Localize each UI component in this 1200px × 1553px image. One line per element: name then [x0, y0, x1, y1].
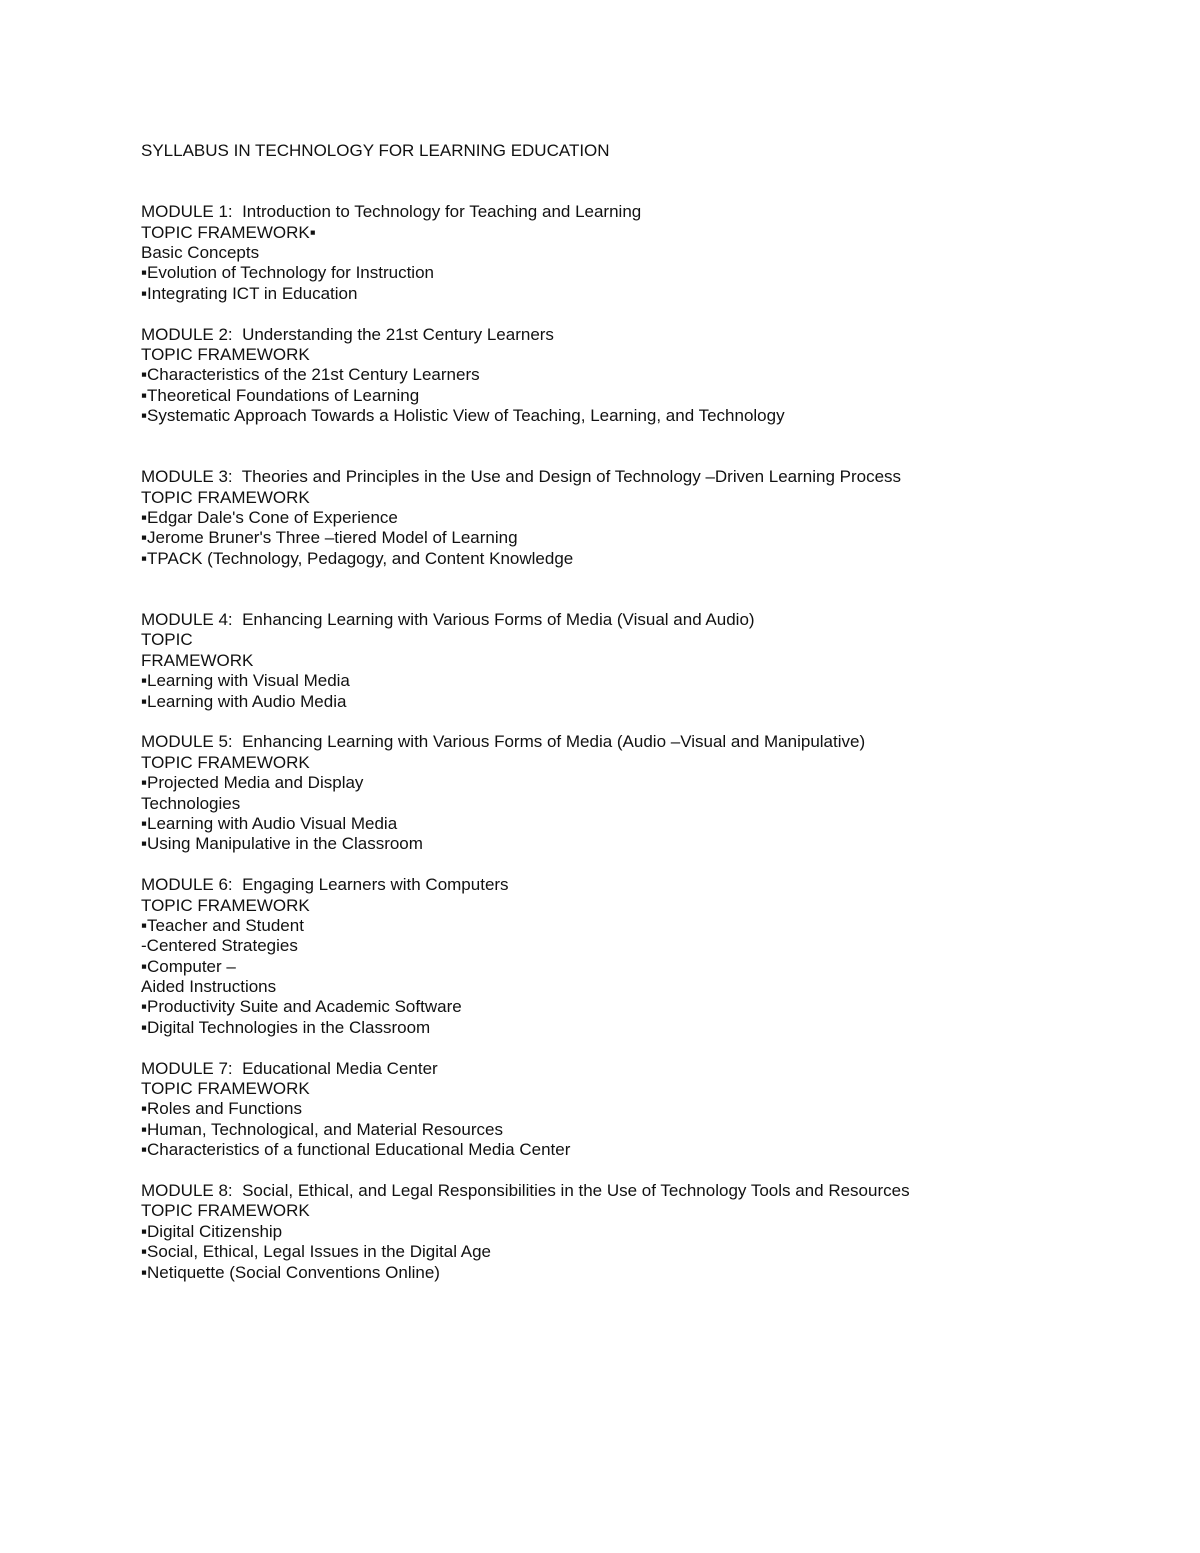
module-4 — [141, 610, 1141, 712]
module-line: ▪Using Manipulative in the Classroom — [141, 834, 423, 854]
module-line: ▪Systematic Approach Towards a Holistic View of Teaching, Learning, and Technology — [141, 406, 785, 426]
module-line: TOPIC FRAMEWORK — [141, 895, 310, 915]
module-line: ▪Learning with Audio Media — [141, 691, 347, 711]
module-line: TOPIC FRAMEWORK — [141, 487, 310, 507]
module-line: TOPIC — [141, 630, 193, 650]
document-title: SYLLABUS IN TECHNOLOGY FOR LEARNING EDUCATION — [141, 141, 610, 160]
module-line: ▪Digital Citizenship — [141, 1221, 283, 1241]
module-line: ▪Jerome Bruner's Three –tiered Model of Learning — [141, 528, 518, 548]
module-line: TOPIC FRAMEWORK▪ — [141, 222, 316, 242]
module-line: ▪Projected Media and Display — [141, 773, 364, 793]
module-heading: MODULE 1: Introduction to Technology for Teaching and Learning — [141, 202, 642, 222]
module-line: Basic Concepts — [141, 242, 260, 262]
module-heading: MODULE 5: Enhancing Learning with Various Forms of Media (Audio –Visual and Manipulative) — [141, 732, 866, 752]
module-5 — [141, 732, 1141, 854]
module-heading: MODULE 6: Engaging Learners with Computers — [141, 875, 509, 895]
module-line: ▪Teacher and Student — [141, 915, 304, 935]
module-3 — [141, 467, 1141, 569]
module-line: ▪Digital Technologies in the Classroom — [141, 1017, 431, 1037]
module-7 — [141, 1059, 1141, 1161]
module-line: TOPIC FRAMEWORK — [141, 752, 310, 772]
module-heading: MODULE 3: Theories and Principles in the Use and Design of Technology –Driven Learning Process — [141, 467, 902, 487]
module-line: -Centered Strategies — [141, 936, 298, 956]
module-line: TOPIC FRAMEWORK — [141, 1079, 310, 1099]
module-line: ▪Social, Ethical, Legal Issues in the Digital Age — [141, 1242, 492, 1262]
module-line: ▪Edgar Dale's Cone of Experience — [141, 508, 398, 528]
module-line: ▪Learning with Audio Visual Media — [141, 813, 398, 833]
module-line: TOPIC FRAMEWORK — [141, 1201, 310, 1221]
module-line: ▪Characteristics of a functional Educational Media Center — [141, 1140, 571, 1160]
module-heading: MODULE 4: Enhancing Learning with Various Forms of Media (Visual and Audio) — [141, 610, 755, 630]
module-line: ▪Evolution of Technology for Instruction — [141, 263, 434, 283]
module-heading: MODULE 2: Understanding the 21st Century Learners — [141, 324, 554, 344]
document-body — [141, 141, 1141, 1303]
module-line: TOPIC FRAMEWORK — [141, 344, 310, 364]
module-line: Aided Instructions — [141, 977, 277, 997]
module-line: FRAMEWORK — [141, 650, 254, 670]
module-heading: MODULE 7: Educational Media Center — [141, 1058, 438, 1078]
module-2 — [141, 325, 1141, 427]
module-heading: MODULE 8: Social, Ethical, and Legal Responsibilities in the Use of Technology Tools and Resources — [141, 1180, 910, 1200]
module-line: ▪Human, Technological, and Material Resources — [141, 1119, 503, 1139]
module-line: ▪Computer – — [141, 956, 236, 976]
module-line: ▪Productivity Suite and Academic Software — [141, 997, 462, 1017]
module-line: ▪Learning with Visual Media — [141, 671, 350, 691]
module-line: ▪Characteristics of the 21st Century Learners — [141, 365, 480, 385]
module-line: Technologies — [141, 793, 241, 813]
module-line: ▪TPACK (Technology, Pedagogy, and Content Knowledge — [141, 548, 574, 568]
module-1 — [141, 202, 1141, 304]
module-8 — [141, 1181, 1141, 1283]
module-line: ▪Netiquette (Social Conventions Online) — [141, 1262, 440, 1282]
module-line: ▪Integrating ICT in Education — [141, 283, 358, 303]
module-6 — [141, 875, 1141, 1038]
module-line: ▪Roles and Functions — [141, 1099, 303, 1119]
module-line: ▪Theoretical Foundations of Learning — [141, 385, 420, 405]
